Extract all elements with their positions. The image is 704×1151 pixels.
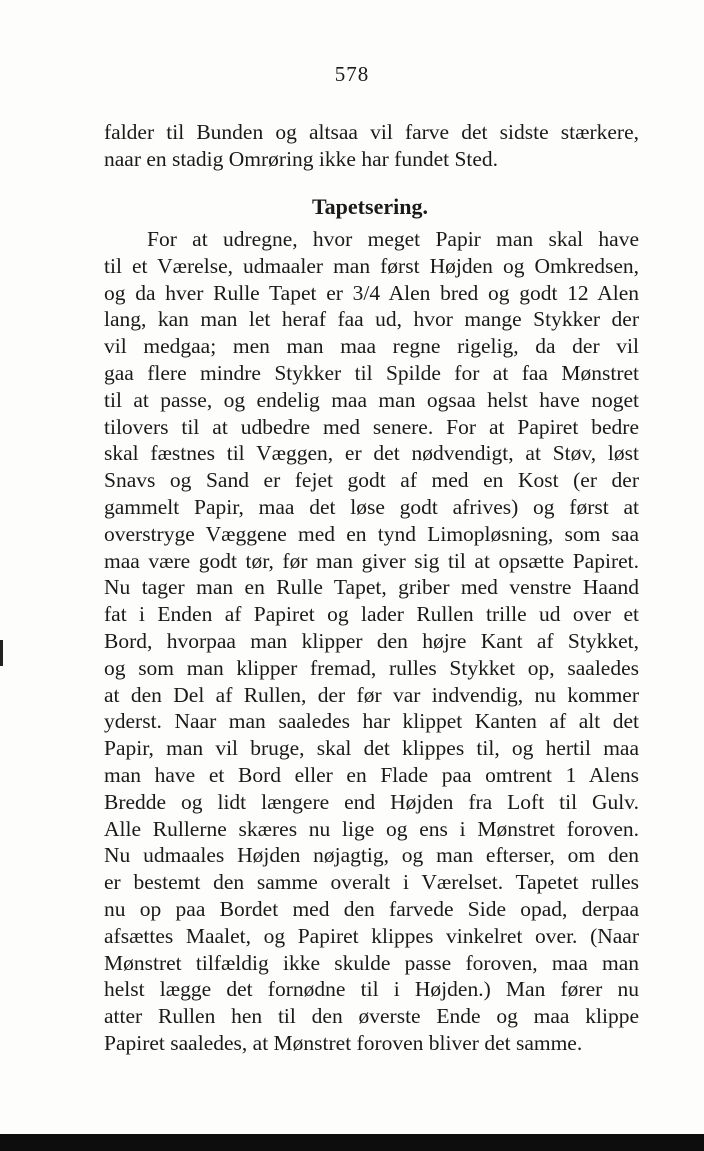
body-line-6: gaa flere mindre Stykker til Spilde for at faa Mønstret xyxy=(104,361,639,385)
page-number: 578 xyxy=(334,62,370,86)
body-line-10: Snavs og Sand er fejet godt af med en Kost (er der xyxy=(104,468,639,492)
body-line-20: Papir, man vil bruge, skal det klippes til, og hertil maa xyxy=(104,736,639,760)
body-line-15: fat i Enden af Papiret og lader Rullen trille ud over et xyxy=(104,602,639,626)
body-line-27: afsættes Maalet, og Papiret klippes vinkelret over. (Naar xyxy=(104,924,639,948)
body-line-25: er bestemt den samme overalt i Værelset. Tapetet rulles xyxy=(104,870,639,894)
body-line-30: atter Rullen hen til den øverste Ende og maa klippe xyxy=(104,1004,639,1028)
body-line-4: lang, kan man let heraf faa ud, hvor mange Stykker der xyxy=(104,307,639,331)
body-line-13: maa være godt tør, før man giver sig til at opsætte Papiret. xyxy=(104,549,639,573)
intro-line-1: falder til Bunden og altsaa vil farve det sidste stærkere, xyxy=(104,120,639,144)
body-line-7: til at passe, og endelig maa man ogsaa helst have noget xyxy=(104,388,639,412)
body-line-18: at den Del af Rullen, der før var indvendig, nu kommer xyxy=(104,683,639,707)
body-line-9: skal fæstnes til Væggen, er det nødvendigt, at Støv, løst xyxy=(104,441,639,465)
intro-line-2: naar en stadig Omrøring ikke har fundet Sted. xyxy=(104,147,499,171)
body-line-14: Nu tager man en Rulle Tapet, griber med venstre Haand xyxy=(104,575,639,599)
body-line-26: nu op paa Bordet med den farvede Side opad, derpaa xyxy=(104,897,639,921)
body-line-16: Bord, hvorpaa man klipper den højre Kant af Stykket, xyxy=(104,629,639,653)
body-line-5: vil medgaa; men man maa regne rigelig, da der vil xyxy=(104,334,639,358)
body-line-22: Bredde og lidt længere end Højden fra Loft til Gulv. xyxy=(104,790,639,814)
body-line-23: Alle Rullerne skæres nu lige og ens i Mønstret foroven. xyxy=(104,817,639,841)
scan-edge xyxy=(0,1134,704,1151)
margin-mark xyxy=(0,640,3,666)
body-line-1: For at udregne, hvor meget Papir man skal have xyxy=(147,227,639,251)
body-line-3: og da hver Rulle Tapet er 3/4 Alen bred og godt 12 Alen xyxy=(104,281,639,305)
body-line-21: man have et Bord eller en Flade paa omtrent 1 Alens xyxy=(104,763,639,787)
body-line-11: gammelt Papir, maa det løse godt afrives) og først at xyxy=(104,495,639,519)
body-line-8: tilovers til at udbedre med senere. For at Papiret bedre xyxy=(104,415,639,439)
section-heading: Tapetsering. xyxy=(312,194,428,219)
body-line-19: yderst. Naar man saaledes har klippet Kanten af alt det xyxy=(104,709,639,733)
body-line-31: Papiret saaledes, at Mønstret foroven bliver det samme. xyxy=(104,1031,583,1055)
body-line-28: Mønstret tilfældig ikke skulde passe foroven, maa man xyxy=(104,951,639,975)
body-line-17: og som man klipper fremad, rulles Stykket op, saaledes xyxy=(104,656,639,680)
body-line-12: overstryge Væggene med en tynd Limopløsning, som saa xyxy=(104,522,639,546)
body-line-24: Nu udmaales Højden nøjagtig, og man efterser, om den xyxy=(104,843,639,867)
body-line-29: helst lægge det fornødne til i Højden.) Man fører nu xyxy=(104,977,639,1001)
body-line-2: til et Værelse, udmaaler man først Højden og Omkredsen, xyxy=(104,254,639,278)
